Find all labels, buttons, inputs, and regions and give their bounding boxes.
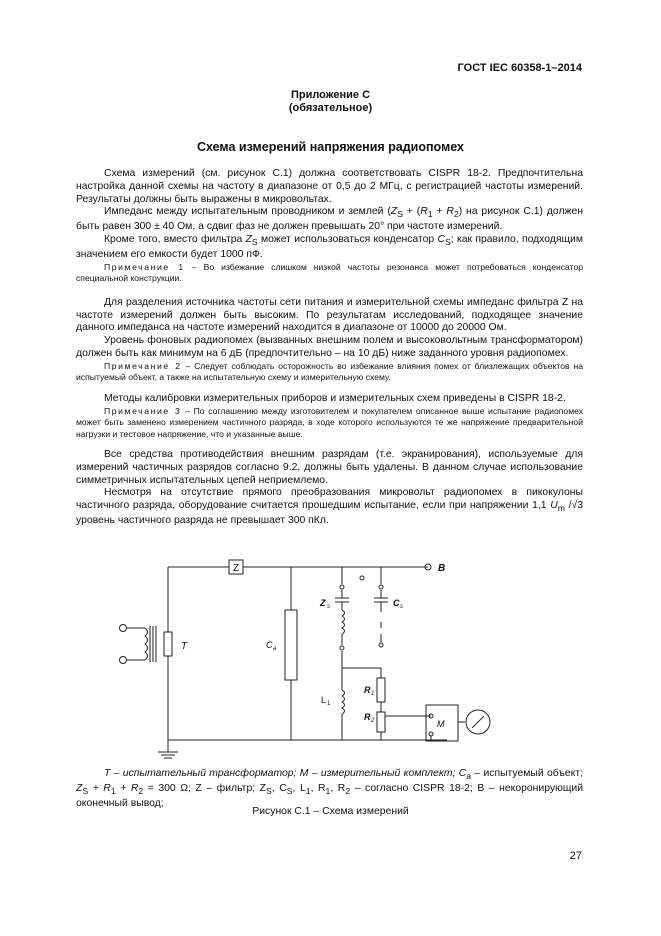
test-object-ca — [285, 610, 297, 680]
label-zs-sub: s — [327, 604, 330, 610]
resistor-r1 — [377, 678, 385, 702]
paragraph-1: Схема измерений (см. рисунок С.1) должна соответствовать CISPR 18-2. Предпочтительна настройка данной схемы на частоту в диапазоне от 0,5 до 2 МГц, с регистрацией частоты измерений. Результаты должны быть выражены в микровольтах. — [76, 168, 583, 205]
paragraph-8: Несмотря на отсутствие прямого преобразования микровольт радиопомех в пикокулоны частичного разряда, оборудование считается прошедшим испытание, если при напряжении 1,1 $U_m$ /√3 уровень частичного разряда не превышает 300 пКл. — [76, 487, 584, 527]
label-r2-sub: 2 — [371, 718, 375, 724]
resistor-r2 — [377, 712, 385, 732]
label-z: Z — [233, 563, 240, 574]
note-1: Примечание 1 – Во избежание слишком низкой частоты резонанса может потребоваться конденсатор специальной конструкции. — [76, 261, 584, 284]
label-ca-sub: a — [273, 646, 277, 652]
label-l1-sub: 1 — [327, 701, 331, 707]
label-r1: R — [364, 685, 371, 695]
paragraph-7: Все средства противодействия внешним разрядам (т.е. экранирования), используемые для измерений частичных разрядов согласно 9.2, должны быть удалены. В данном случае использование симметричных испытательных цепей неприемлемо. — [76, 449, 583, 486]
figure-caption: Рисунок С.1 – Схема измерений — [252, 806, 409, 817]
label-r1-sub: 1 — [371, 691, 375, 697]
section-title: Схема измерений напряжения радиопомех — [196, 140, 465, 154]
paragraph-3: Кроме того, вместо фильтра $Z_S$ может использоваться конденсатор $C_S$; как правило, подходящим значением его емкости будет 1000 пФ. — [76, 234, 583, 260]
label-cs-sub: s — [400, 604, 403, 610]
paragraph-2: Импеданс между испытательным проводником и землей ($Z_S + (R_1 + R_2)$ на рисунок С.1) должен быть равен 300 ± 40 Ом, а сдвиг фаз не должен превышать 20° при частоте измерений. — [76, 206, 583, 233]
annex-title: Приложение С — [290, 89, 371, 101]
annex-status: (обязательное) — [288, 102, 373, 114]
paragraph-6: Методы калибровки измерительных приборов и измерительных схем приведены в CISPR 18-2. — [104, 392, 566, 404]
label-m: M — [437, 719, 445, 729]
standard-header: ГОСТ IEC 60358-1–2014 — [457, 62, 582, 74]
paragraph-5: Уровень фоновых радиопомех (вызванных внешним полем и высоковольтным трансформатором) должен быть как минимум на 6 дБ (предпочтительно – на 10 дБ) ниже заданного уровня радиопомех. — [76, 335, 583, 359]
measurement-circuit-diagram — [0, 548, 661, 766]
figure-legend: T – испытательный трансформатор; M – измерительный комплект; $C_a$ – испытуемый объект; $Z_S + R_1 + R_2 = 300$ Ω; Z – фильтр; $Z_S$, $C_S$, $L_1$, $R_1$, $R_2$ – согласно CISPR 18-2; B – некоронирующий оконечный вывод; — [76, 768, 584, 809]
label-zs: Z — [320, 598, 326, 608]
label-b: B — [438, 563, 446, 574]
label-ca: C — [266, 640, 273, 650]
label-r2: R — [364, 712, 371, 722]
note-3: Примечание 3 – По соглашению между изготовителем и покупателем описанное выше испытание радиопомех может быть заменено измерением частичного разряда, в ходе которого используются те же напряжение предварительной нагрузки и тестовое напряжение, что и указанные выше. — [76, 405, 583, 439]
label-l1: L — [321, 695, 327, 705]
paragraph-4: Для разделения источника частоты сети питания и измерительной схемы импеданс фильтра Z на частоте измерений должен быть высоким. По результатам исследований, подходящее значение данного импеданса на частоте измерений находится в диапазоне от 10000 до 20000 Ом. — [76, 296, 583, 334]
label-t: T — [181, 641, 188, 652]
body-text — [76, 168, 583, 528]
note-2: Примечание 2 – Следует соблюдать осторожность во избежание влияния помех от близлежащих объектов на испытуемый объект, а также на испытательную схему и измерительную схему. — [76, 360, 583, 383]
label-cs: C — [393, 598, 400, 608]
page-number: 27 — [569, 850, 582, 862]
